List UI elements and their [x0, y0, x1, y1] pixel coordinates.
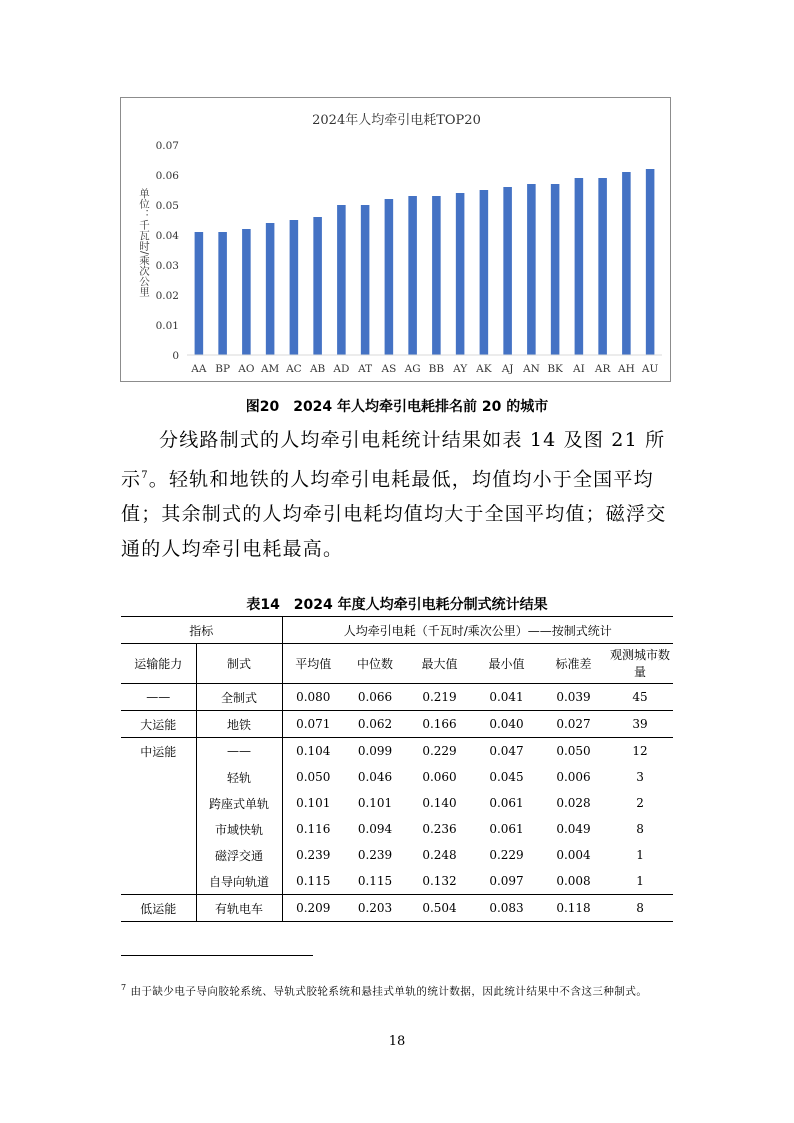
bar [290, 220, 299, 355]
table-cell: 8 [636, 822, 644, 836]
paragraph-text: 分线路制式的人均牵引电耗统计结果如表 14 及图 21 所示 [121, 429, 666, 491]
bar [313, 217, 322, 355]
table-cell: 0.039 [540, 684, 607, 711]
bar [527, 184, 536, 355]
table-cell: 0.046 [357, 770, 393, 784]
bar [622, 172, 631, 355]
x-tick-label: BP [215, 363, 231, 375]
bar [361, 205, 370, 355]
paragraph-text-end: 。轻轨和地铁的人均牵引电耗最低，均值均小于全国平均值；其余制式的人均牵引电耗均值均大于全国平均值；磁浮交通的人均牵引电耗最高。 [121, 468, 667, 561]
bar [432, 196, 441, 355]
table-cell: 0.248 [422, 848, 457, 862]
column-header: 标准差 [540, 644, 607, 684]
footnote-divider [121, 955, 313, 956]
x-tick-label: AM [260, 363, 280, 375]
table-row [121, 868, 673, 895]
table-cell [121, 816, 196, 842]
y-tick-label: 0.01 [155, 320, 179, 332]
x-tick-label: AR [594, 363, 611, 375]
table-cell: —— [196, 738, 282, 765]
x-tick-label: AD [333, 363, 350, 375]
column-header: 最小值 [473, 644, 540, 684]
column-header: 运输能力 [121, 644, 196, 684]
y-tick-label: 0.03 [155, 260, 179, 272]
y-tick-label: 0 [172, 350, 179, 362]
table-cell: 0.066 [344, 684, 406, 711]
x-tick-label: AO [238, 363, 255, 375]
table-cell: 12 [607, 738, 673, 765]
x-tick-label: AI [573, 363, 585, 375]
table-row [121, 764, 673, 790]
table-cell: 0.104 [282, 738, 344, 765]
table-cell: 0.008 [556, 874, 591, 888]
x-tick-label: AA [191, 363, 207, 375]
bar [598, 178, 607, 355]
chart-title: 2024年人均牵引电耗TOP20 [312, 113, 481, 128]
bar-chart [121, 98, 672, 383]
table-cell: 0.229 [489, 848, 524, 862]
column-header: 平均值 [282, 644, 344, 684]
table-cell: 0.115 [357, 874, 393, 888]
table-cell: 3 [636, 770, 644, 784]
table-cell: 0.050 [540, 738, 607, 765]
table-cell: 0.203 [344, 895, 406, 922]
y-axis-label: 单位：千瓦时/乘次公里 [138, 188, 150, 297]
indicator-header: 指标 [121, 617, 282, 644]
table-cell: 2 [636, 796, 644, 810]
table-cell: 0.504 [406, 895, 473, 922]
table-cell: 0.219 [406, 684, 473, 711]
x-tick-label: BB [428, 363, 445, 375]
table-cell: 0.061 [489, 796, 524, 810]
bar [337, 205, 346, 355]
footnote-marker: 7 [121, 983, 127, 992]
table-cell [121, 790, 196, 816]
x-tick-label: AB [309, 363, 326, 375]
table-caption: 表14 2024 年度人均牵引电耗分制式统计结果 [246, 597, 548, 613]
table-cell: —— [121, 684, 196, 711]
y-tick-label: 0.04 [155, 230, 179, 242]
table-row [121, 711, 673, 738]
x-tick-label: AT [358, 363, 373, 375]
table-cell: 0.118 [540, 895, 607, 922]
x-tick-label: AU [641, 363, 659, 375]
table-cell: 0.132 [422, 874, 457, 888]
table-cell: 1 [636, 848, 644, 862]
table-cell: 0.116 [296, 822, 331, 836]
table-cell: 39 [607, 711, 673, 738]
bar [242, 229, 251, 355]
table-group-header-row [121, 617, 673, 644]
table-cell: 0.060 [422, 770, 457, 784]
x-tick-label: AG [404, 363, 421, 375]
bar [551, 184, 560, 355]
table-cell: 轻轨 [196, 764, 282, 790]
column-header: 中位数 [344, 644, 406, 684]
x-tick-label: AC [286, 363, 302, 375]
table-cell [121, 764, 196, 790]
table-cell [121, 868, 196, 895]
table-cell: 0.099 [344, 738, 406, 765]
table-cell: 跨座式单轨 [196, 790, 282, 816]
table-row [121, 738, 673, 765]
x-tick-label: AY [453, 363, 468, 375]
table-cell: 0.115 [296, 874, 331, 888]
bar [218, 232, 227, 355]
table-cell: 0.239 [357, 848, 393, 862]
table-cell: 0.083 [473, 895, 540, 922]
table-cell: 有轨电车 [196, 895, 282, 922]
table-cell: 1 [636, 874, 644, 888]
table-row [121, 790, 673, 816]
table-row [121, 684, 673, 711]
table-cell: 大运能 [121, 711, 196, 738]
bar [195, 232, 204, 355]
x-tick-label: AN [522, 363, 540, 375]
table-cell: 0.229 [406, 738, 473, 765]
table-cell: 45 [607, 684, 673, 711]
footnote-text: 由于缺少电子导向胶轮系统、导轨式胶轮系统和悬挂式单轨的统计数据，因此统计结果中不含这三种制式。 [130, 985, 648, 998]
y-tick-label: 0.02 [155, 290, 179, 302]
y-tick-label: 0.05 [155, 200, 179, 212]
table-cell: 0.239 [296, 848, 331, 862]
table-cell: 0.062 [344, 711, 406, 738]
table-cell: 0.080 [282, 684, 344, 711]
table-cell: 0.004 [556, 848, 591, 862]
table-cell: 地铁 [196, 711, 282, 738]
table-cell: 磁浮交通 [196, 842, 282, 868]
bar [266, 223, 275, 355]
stats-table [121, 616, 673, 922]
y-tick-label: 0.07 [155, 140, 179, 152]
table-cell: 0.166 [406, 711, 473, 738]
table-cell: 8 [607, 895, 673, 922]
bar [385, 199, 394, 355]
table-cell [121, 842, 196, 868]
bar [575, 178, 584, 355]
group-header: 人均牵引电耗（千瓦时/乘次公里）——按制式统计 [282, 617, 673, 644]
table-cell: 0.101 [296, 796, 331, 810]
x-tick-label: BK [547, 363, 563, 375]
bar [646, 169, 655, 355]
table-cell: 0.027 [540, 711, 607, 738]
bar [456, 193, 465, 355]
chart-container [120, 97, 671, 382]
table-cell: 0.209 [282, 895, 344, 922]
table-cell: 0.049 [556, 822, 591, 836]
bar [503, 187, 512, 355]
bar [480, 190, 489, 355]
table-row [121, 895, 673, 922]
table-cell: 0.047 [473, 738, 540, 765]
table-header-row [121, 644, 673, 684]
table-cell: 0.097 [489, 874, 524, 888]
table-row [121, 842, 673, 868]
table-cell: 自导向轨道 [196, 868, 282, 895]
column-header: 制式 [196, 644, 282, 684]
table-cell: 全制式 [196, 684, 282, 711]
x-tick-label: AJ [501, 363, 514, 375]
table-cell: 0.236 [422, 822, 457, 836]
table-cell: 0.045 [489, 770, 524, 784]
body-paragraph [121, 423, 681, 567]
column-header: 最大值 [406, 644, 473, 684]
table-cell: 0.094 [357, 822, 393, 836]
table-cell: 0.028 [556, 796, 591, 810]
x-tick-label: AH [618, 363, 635, 375]
table-cell: 市域快轨 [196, 816, 282, 842]
y-tick-label: 0.06 [155, 170, 179, 182]
x-tick-label: AK [476, 363, 492, 375]
table-cell: 0.140 [422, 796, 457, 810]
table-row [121, 816, 673, 842]
table-cell: 低运能 [121, 895, 196, 922]
footnote-reference: 7 [141, 470, 149, 481]
x-tick-label: AS [381, 363, 397, 375]
figure-caption: 图20 2024 年人均牵引电耗排名前 20 的城市 [245, 399, 549, 415]
footnote [121, 978, 681, 1002]
table-cell: 0.041 [473, 684, 540, 711]
bar [408, 196, 417, 355]
table-cell: 0.040 [473, 711, 540, 738]
table-cell: 0.050 [296, 770, 331, 784]
table-cell: 0.061 [489, 822, 524, 836]
page-number: 18 [388, 1034, 406, 1049]
column-header: 观测城市数量 [607, 644, 673, 684]
table-cell: 0.101 [357, 796, 393, 810]
table-cell: 0.071 [282, 711, 344, 738]
table-cell: 0.006 [556, 770, 591, 784]
table-cell: 中运能 [121, 738, 196, 765]
